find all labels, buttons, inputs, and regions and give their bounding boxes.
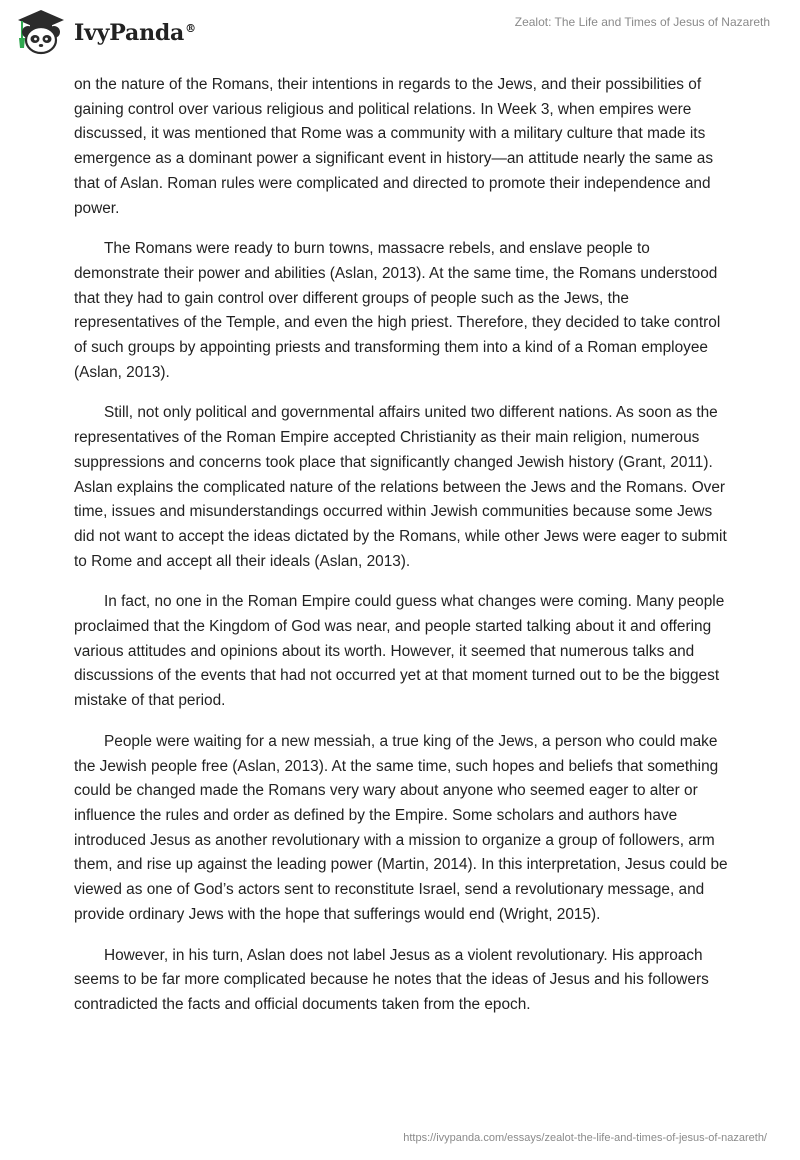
paragraph-6: However, in his turn, Aslan does not label Jesus as a violent revolutionary. His approach seems to be far more complicated because he notes that the ideas of Jesus and his followers contradicted the facts and official documents taken from the epoch. — [74, 946, 709, 1013]
panda-graduation-cap-icon — [14, 8, 68, 56]
paragraph-2: The Romans were ready to burn towns, massacre rebels, and enslave people to demonstrate their power and abilities (Aslan, 2013). At the same time, the Romans understood that they had to gain control over different groups of people such as the Jews, the representatives of the Temple, and even the high priest. Therefore, they decided to take control of such groups by appointing priests and transforming them into a kind of a Roman employee (Aslan, 2013). — [74, 240, 721, 381]
source-url[interactable]: https://ivypanda.com/essays/zealot-the-life-and-times-of-jesus-of-nazareth/ — [403, 1132, 767, 1144]
registered-mark: ® — [185, 21, 196, 35]
paragraph-4: In fact, no one in the Roman Empire could guess what changes were coming. Many people proclaimed that the Kingdom of God was near, and people started talking about it and offering various attitudes and opinions about its worth. However, it seemed that numerous talks and discussions of the events that had not occurred yet at that moment turned out to be the biggest mistake of that period. — [74, 593, 725, 710]
page-header — [0, 0, 800, 70]
paragraph-5: People were waiting for a new messiah, a true king of the Jews, a person who could make the Jewish people free (Aslan, 2013). At the same time, such hopes and beliefs that something could be changed made the Romans very wary about anyone who seemed eager to alter or influence the rules and order as defined by the Empire. Some scholars and authors have introduced Jesus as another revolutionary with a mission to organize a group of followers, arm them, and rise up against the leading power (Martin, 2014). In this interpretation, Jesus could be viewed as one of God’s actors sent to reconstitute Israel, send a revolutionary message, and provide ordinary Jews with the hope that sufferings would end (Wright, 2015). — [74, 732, 728, 923]
ivypanda-logo[interactable] — [14, 8, 196, 56]
paragraph-3: Still, not only political and governmental affairs united two different nations. As soon as the representatives of the Roman Empire accepted Christianity as their main religion, numerous suppressions and concerns took place that significantly changed Jewish history (Grant, 2011). Aslan explains the complicated nature of the relations between the Jews and the Romans. Over time, issues and misunderstandings occurred within Jewish communities because some Jews did not want to accept the ideas dictated by the Romans, while other Jews were eager to submit to Rome and accept all their ideals (Aslan, 2013). — [74, 404, 727, 570]
logo-text: IvyPanda® — [74, 20, 196, 46]
document-title: Zealot: The Life and Times of Jesus of Nazareth — [514, 15, 770, 29]
paragraph-1: on the nature of the Romans, their intentions in regards to the Jews, and their possibilities of gaining control over various religious and political relations. In Week 3, when empires were discussed, it was mentioned that Rome was a community with a military culture that made its emergence as a dominant power a significant event in history—an attitude nearly the same as that of Aslan. Roman rules were complicated and directed to promote their independence and power. — [74, 76, 714, 217]
essay-body — [74, 73, 734, 1034]
